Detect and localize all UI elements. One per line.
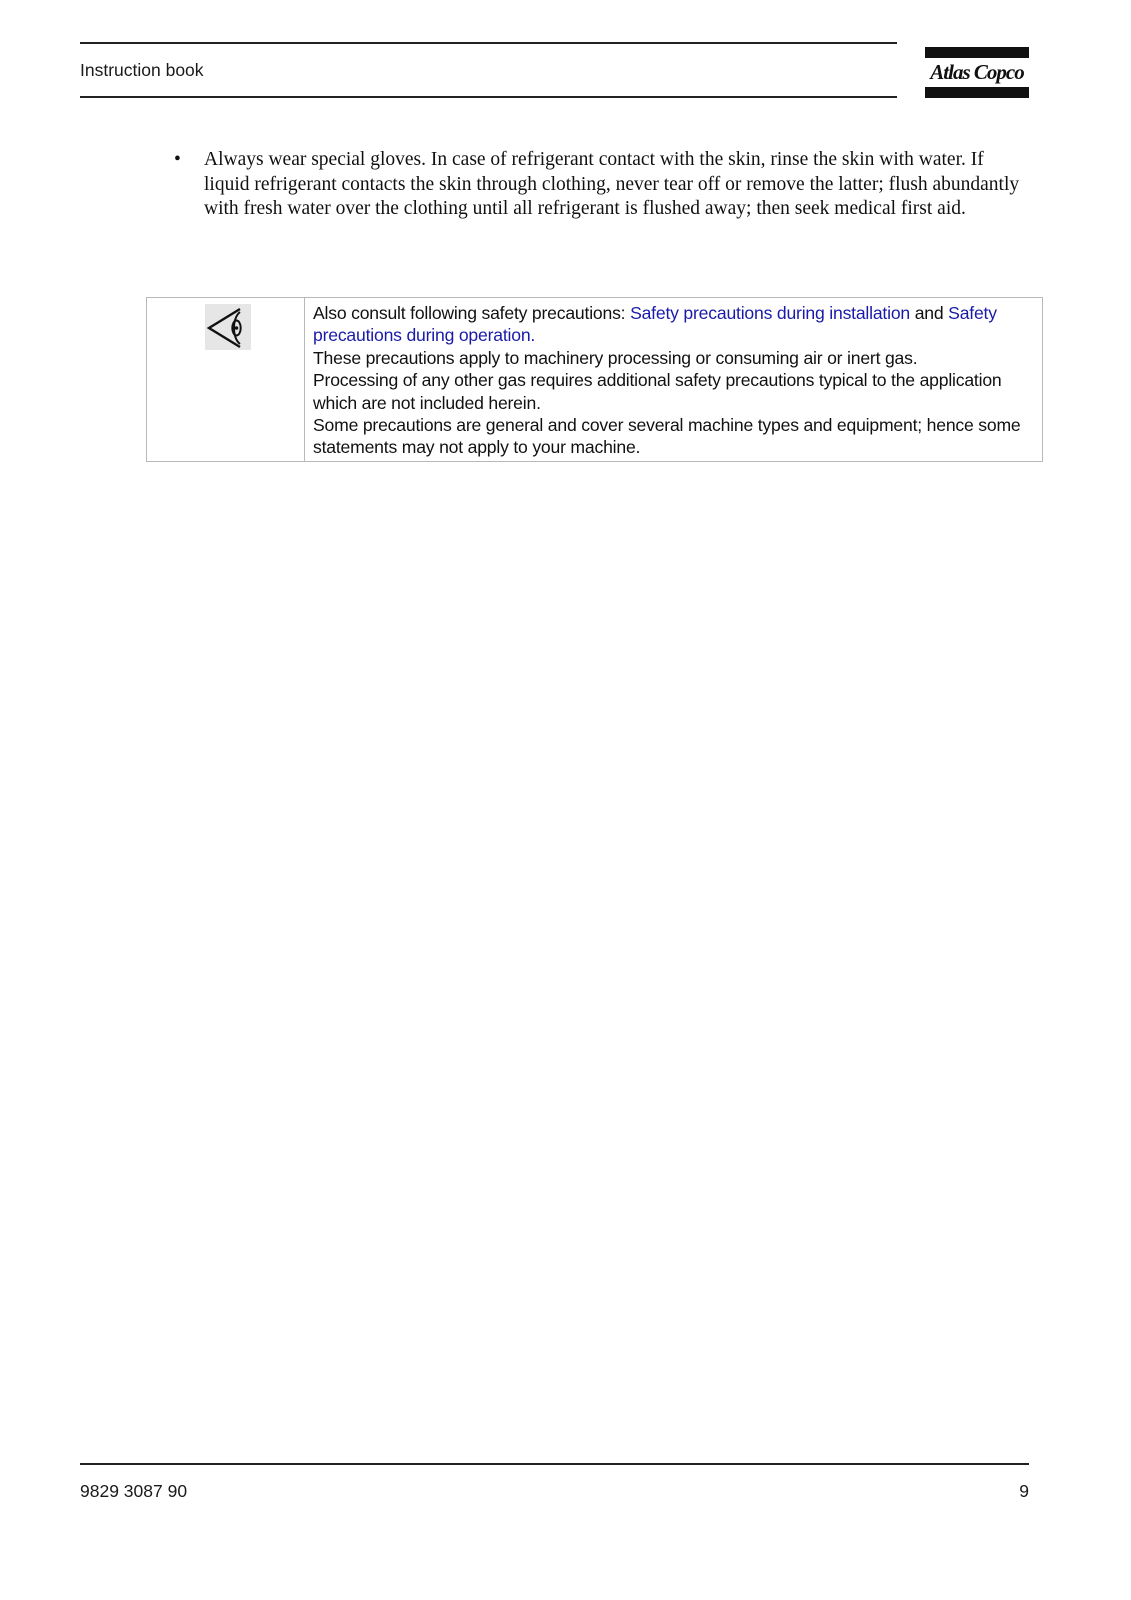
document-number: 9829 3087 90 (80, 1481, 188, 1501)
note-intro-paragraph (313, 302, 1045, 347)
logo-bottom-bar (925, 87, 1029, 98)
safety-note-table (146, 297, 1043, 462)
note-icon-cell (147, 298, 305, 461)
note-line-other-gas: Processing of any other gas requires additional safety precautions typical to the application which are not included herein. (313, 370, 1002, 413)
atlas-copco-logo (925, 47, 1029, 98)
logo-top-bar (925, 47, 1029, 58)
note-intro: Also consult following safety precautions: (313, 303, 631, 323)
note-line-general: Some precautions are general and cover several machine types and equipment; hence some statements may not apply to your machine. (313, 415, 1021, 458)
bullet-marker: • (174, 149, 181, 170)
link-safety-installation[interactable]: Safety precautions during installation (630, 303, 911, 323)
link-safety-operation[interactable]: Safety precautions during operation. (313, 303, 997, 346)
header-top-rule (80, 42, 897, 44)
eye-icon (205, 304, 251, 350)
note-text (313, 302, 1045, 459)
bullet-text: Always wear special gloves. In case of refrigerant contact with the skin, rinse the skin with water. If liquid refrigerant contacts the skin through clothing, never tear off or remove the latter; flush abundantly with fresh water over the clothing until all refrigerant is flushed away; then seek medical first aid. (204, 149, 1020, 219)
header-bottom-rule (80, 96, 897, 98)
footer-rule (80, 1463, 1029, 1465)
note-line-inert-gas: These precautions apply to machinery processing or consuming air or inert gas. (313, 347, 918, 368)
page-number: 9 (1019, 1481, 1029, 1501)
logo-wordmark: Atlas Copco (930, 60, 1024, 84)
header-title: Instruction book (80, 60, 204, 80)
note-conjunction: and (910, 303, 949, 323)
